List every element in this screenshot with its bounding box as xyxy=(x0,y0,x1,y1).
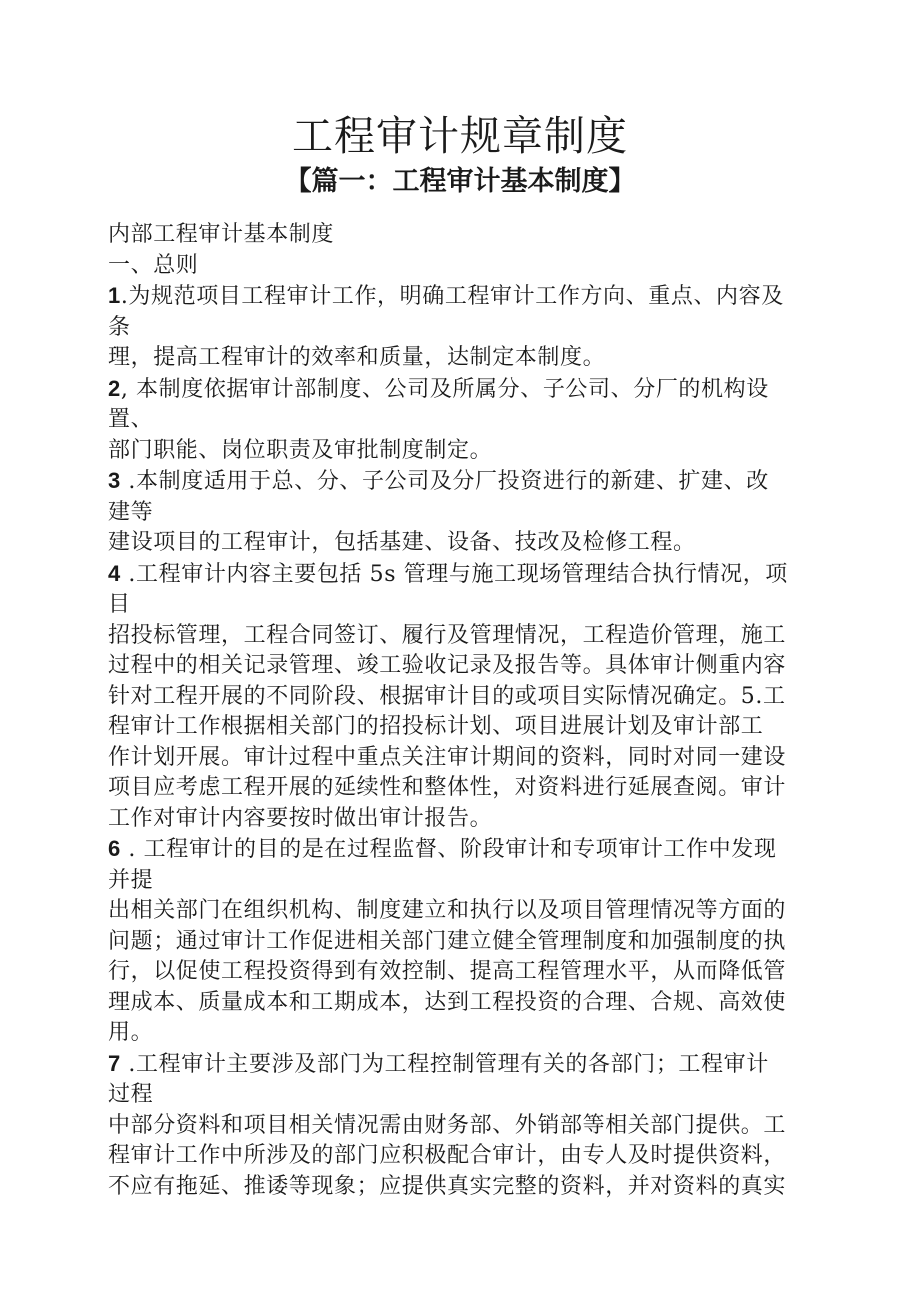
text-line xyxy=(108,1111,808,1142)
text-line xyxy=(108,773,808,804)
line-text: 招投标管理，工程合同签订、履行及管理情况，工程造价管理，施工 xyxy=(108,622,787,648)
line-text: 并提 xyxy=(108,867,154,893)
text-line xyxy=(108,559,808,591)
text-line xyxy=(108,1049,808,1081)
text-line xyxy=(108,651,808,682)
text-line xyxy=(108,682,808,713)
text-line xyxy=(108,988,808,1019)
line-text: 用。 xyxy=(108,1020,154,1045)
text-line xyxy=(108,281,808,313)
text-line xyxy=(108,712,808,743)
clause-number: 1 xyxy=(108,283,121,308)
line-text: 出相关部门在组织机构、制度建立和执行以及项目管理情况等方面的 xyxy=(108,898,787,923)
line-text: 问题；通过审计工作促进相关部门建立健全管理制度和加强制度的执 xyxy=(108,928,787,954)
line-text: 过程中的相关记录管理、竣工验收记录及报告等。具体审计侧重内容 xyxy=(108,653,787,678)
line-text: . 工程审计的目的是在过程监督、阶段审计和专项审计工作中发现 xyxy=(120,837,777,862)
document-subtitle: 【篇一：工程审计基本制度】 xyxy=(284,166,636,197)
line-text: 程审计工作根据相关部门的招投标计划、项目进展计划及审计部工 xyxy=(108,714,764,739)
text-line xyxy=(108,866,808,897)
line-text: 目 xyxy=(108,592,131,617)
clause-number: 4 xyxy=(108,560,121,586)
text-line xyxy=(108,621,808,652)
line-text: 行，以促使工程投资得到有效控制、提高工程管理水平，从而降低管 xyxy=(108,959,787,984)
line-text: 条 xyxy=(108,314,131,340)
clause-number: 3 xyxy=(108,468,121,493)
line-text: 中部分资料和项目相关情况需由财务部、外销部等相关部门提供。工 xyxy=(108,1112,787,1138)
text-line xyxy=(108,1018,808,1049)
document-body xyxy=(108,220,808,1202)
line-text: 过程 xyxy=(108,1082,154,1107)
text-line xyxy=(108,436,808,467)
line-text: .工程审计内容主要包括 5s 管理与施工现场管理结合执行情况，项 xyxy=(120,561,788,587)
line-text: 作计划开展。审计过程中重点关注审计期间的资料，同时对同一建设 xyxy=(108,744,787,770)
clause-number: 2 xyxy=(108,375,121,401)
text-line xyxy=(108,590,808,621)
text-line xyxy=(108,804,808,835)
text-line xyxy=(108,896,808,927)
line-text: 理成本、质量成本和工期成本，达到工程投资的合理、合规、高效使 xyxy=(108,989,787,1015)
line-text: .为规范项目工程审计工作，明确工程审计工作方向、重点、内容及 xyxy=(120,284,784,309)
line-text: 工作对审计内容要按时做出审计报告。 xyxy=(108,805,493,831)
text-line xyxy=(108,374,808,406)
text-line xyxy=(108,1172,808,1203)
line-text: .本制度适用于总、分、子公司及分厂投资进行的新建、扩建、改 xyxy=(120,469,769,494)
text-line xyxy=(108,498,808,529)
text-line xyxy=(108,1141,808,1172)
text-line xyxy=(108,251,808,282)
text-line xyxy=(108,927,808,958)
text-line xyxy=(108,313,808,344)
line-text: , 本制度依据审计部制度、公司及所属分、子公司、分厂的机构设 xyxy=(120,376,769,402)
text-line xyxy=(108,405,808,436)
line-text: 一、总则 xyxy=(108,252,199,278)
clause-number: 6 xyxy=(108,836,121,861)
text-line xyxy=(108,220,808,251)
document-title: 工程审计规章制度 xyxy=(292,112,628,160)
clause-number: 7 xyxy=(108,1050,121,1076)
line-text: 内部工程审计基本制度 xyxy=(108,222,335,247)
line-text: 针对工程开展的不同阶段、根据审计目的或项目实际情况确定。5.工 xyxy=(108,683,786,709)
line-text: 程审计工作中所涉及的部门应积极配合审计，由专人及时提供资料， xyxy=(108,1143,787,1168)
line-text: 不应有拖延、推诿等现象；应提供真实完整的资料，并对资料的真实 xyxy=(108,1173,787,1199)
text-line xyxy=(108,1080,808,1111)
line-text: 部门职能、岗位职责及审批制度制定。 xyxy=(108,437,493,463)
line-text: 置、 xyxy=(108,407,154,432)
line-text: 建设项目的工程审计，包括基建、设备、技改及检修工程。 xyxy=(108,530,696,555)
text-line xyxy=(108,528,808,559)
text-line xyxy=(108,466,808,498)
text-line xyxy=(108,834,808,866)
line-text: 建等 xyxy=(108,499,154,525)
line-text: 项目应考虑工程开展的延续性和整体性，对资料进行延展查阅。审计 xyxy=(108,775,787,800)
text-line xyxy=(108,957,808,988)
line-text: 理，提高工程审计的效率和质量，达制定本制度。 xyxy=(108,345,606,370)
line-text: .工程审计主要涉及部门为工程控制管理有关的各部门；工程审计 xyxy=(120,1051,769,1077)
text-line xyxy=(108,743,808,774)
text-line xyxy=(108,343,808,374)
